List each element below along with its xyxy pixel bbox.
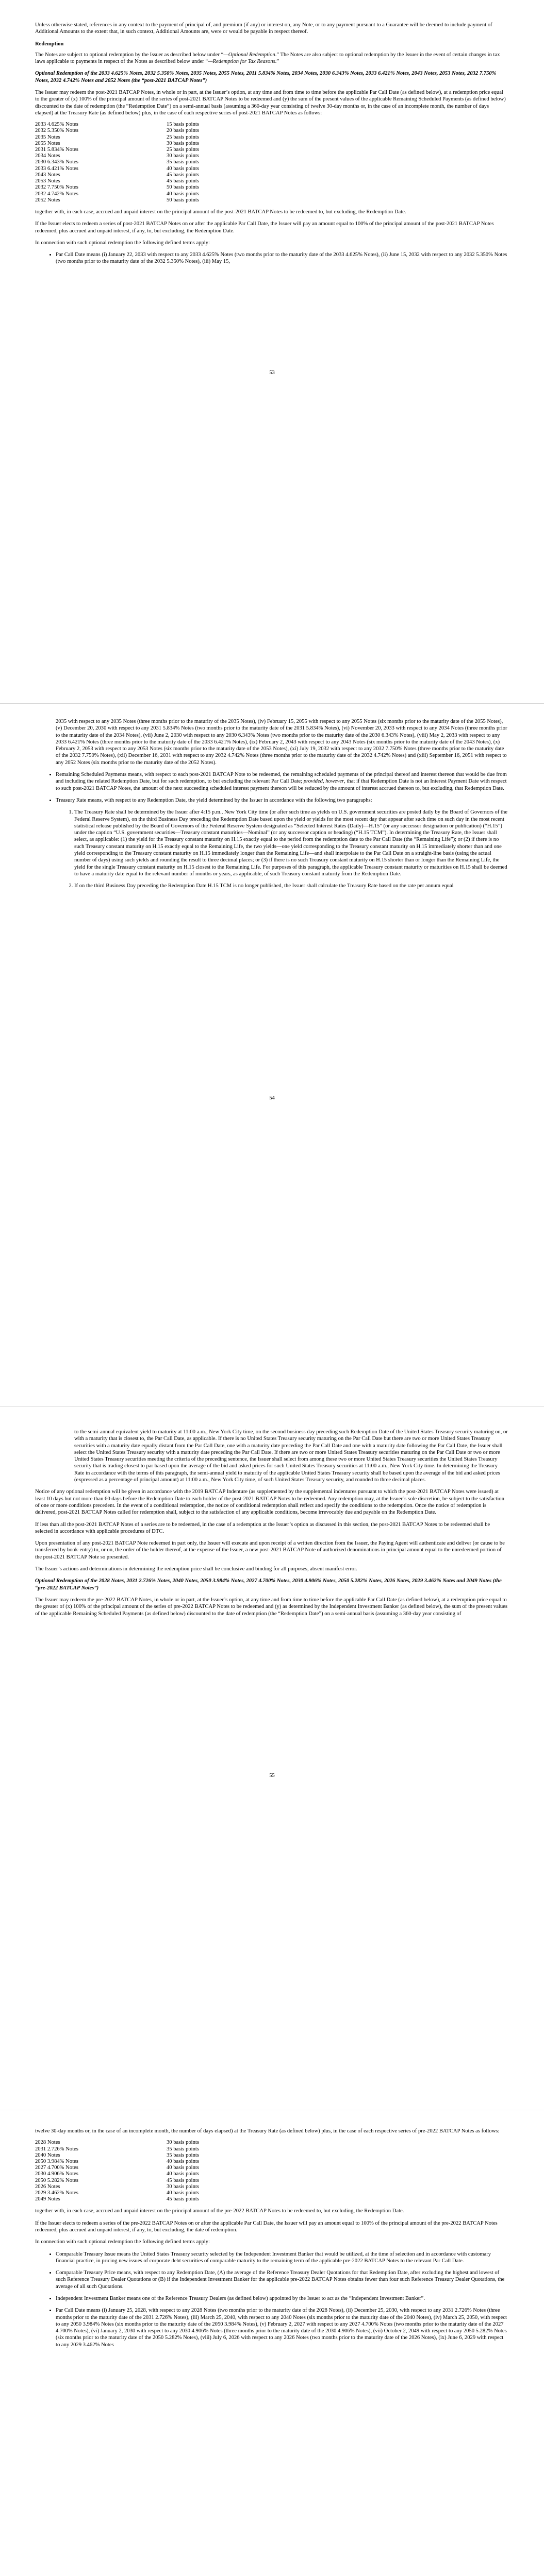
list-item-remaining-scheduled-payments xyxy=(56,771,508,792)
table-row xyxy=(35,2146,199,2153)
par-call-date-continued: 2035 with respect to any 2035 Notes (three months prior to the maturity of the 2035 Notes), (iv) February 15, 2055 with respect to any 2055 Notes (six months prior to the maturity date of the 2055 Notes), (v) December 20, 2030 with respect to any 2031 5.834% Notes (two months prior to the maturity date of the 2031 5.834% Notes), (vi) November 20, 2033 with respect to any 2034 Notes (three months prior to the maturity date of the 2034 Notes), (vii) June 2, 2030 with respect to any 2030 6.343% Notes (two months prior to the maturity date of the 2030 6.343% Notes), (viii) May 2, 2033 with respect to any 2033 6.421% Notes (three months prior to the maturity date of the 2033 6.421% Notes), (ix) February 2, 2043 with respect to any 2043 Notes (six months prior to the maturity date of the 2043 Notes), (x) February 2, 2053 with respect to any 2053 Notes (six months prior to the maturity date of the 2053 Notes), (xi) July 19, 2032 with respect to any 2032 7.750% Notes (three months prior to the maturity date of the 2032 7.750% Notes), (xii) December 16, 2031 with respect to any 2032 4.742% Notes (three months prior to the maturity date of the 2032 4.742% Notes) and (xiii) September 16, 2051 with respect to any 2052 Notes (six months prior to the maturity date of the 2052 Notes). xyxy=(56,719,507,766)
note-series-cell: 2040 Notes xyxy=(35,2152,60,2158)
table-row xyxy=(35,122,199,128)
table-row xyxy=(35,141,199,147)
text: , that if that Redemption Date is not an Interest Payment Date with respect to such post-2021 BATCAP Notes, the amount of the next succeeding scheduled interest payment thereon will be reduced by the amount of interest accrued thereon to, but excluding, that Redemption Date. xyxy=(56,778,507,791)
spread-cell: 35 basis points xyxy=(167,2152,199,2158)
spread-cell: 25 basis points xyxy=(167,134,199,140)
note-series-cell: 2053 Notes xyxy=(35,178,60,184)
spread-cell: 30 basis points xyxy=(167,140,199,146)
note-series-cell: 2031 2.726% Notes xyxy=(35,2146,78,2152)
accrued-interest-paragraph: together with, in each case, accrued and unpaid interest on the principal amount of the pre-2022 BATCAP Notes to be redeemed to, but excluding, the Redemption Date. xyxy=(35,2208,404,2214)
note-series-cell: 2031 5.834% Notes xyxy=(35,147,78,153)
list-item-par-call-date: • Par Call Date means (i) January 25, 2028, with respect to any 2028 Notes (two months prior to the maturity date of the 2028 Notes), (ii) December 25, 2030, with respect to any 2031 2.726% Notes (three months prior to the maturity date of the 2031 2.726% Notes), (iii) March 25, 2040, with respect to any 2040 Notes (six months prior to the maturity date of the 2040 Notes), (iv) March 25, 2050, with respect to any 2050 3.984% Notes (six months prior to the maturity date of the 2050 3.984% Notes), (v) February 2, 2027 with respect to any 2027 4.700% Notes (two months prior to the maturity date of the 2027 4.700% Notes), (vi) January 2, 2030 with respect to any 2030 4.906% Notes (three months prior to the maturity date of the 2030 4.906% Notes), (vii) October 2, 2049 with respect to any 2050 5.282% Notes (six months prior to the maturity date of the 2050 5.282% Notes), (viii) July 6, 2026 with respect to any 2026 Notes (two months prior to the maturity date of the 2026 Notes), (ix) June 6, 2029 with respect to any 2029 3.462% Notes xyxy=(56,2307,508,2348)
page-56-content xyxy=(35,2128,508,2353)
list-item-step-2: 2. If on the third Business Day preceding the Redemption Date H.15 TCM is no longer published, the Issuer shall calculate the Treasury Rate based on the rate per annum equal xyxy=(74,883,508,889)
note-series-cell: 2050 3.984% Notes xyxy=(35,2158,78,2164)
note-series-cell: 2028 Notes xyxy=(35,2140,60,2146)
intro-paragraph: Unless otherwise stated, references in any context to the payment of principal of, and premium (if any) or interest on, any Note, or to any payment pursuant to a Guarantee will be deemed to include payment of Additional Amounts to the extent that, in such context, Additional Amounts are, were or would be payable in respect thereof. xyxy=(35,22,492,35)
spread-cell: 45 basis points xyxy=(167,2177,199,2183)
note-series-cell: 2050 5.282% Notes xyxy=(35,2177,78,2183)
list-item-step-1: 1. The Treasury Rate shall be determined by the Issuer after 4:15 p.m., New York City time (or after such time as yields on U.S. government securities are posted daily by the Board of Governors of the Federal Reserve System), on the third Business Day preceding the Redemption Date based upon the yield or yields for the most recent day that appear after such time on such day in the most recent statistical release published by the Board of Governors of the Federal Reserve System designated as “Selected Interest Rates (Daily)—H.15” (or any successor designation or publication) (“H.15”) under the caption “U.S. government securities—Treasury constant maturities—Nominal” (or any successor caption or heading) (“H.15 TCM”). In determining the Treasury Rate, the Issuer shall select, as applicable: (1) the yield for the Treasury constant maturity on H.15 exactly equal to the period from the redemption date to the Par Call Date (the “Remaining Life”); or (2) if there is no such Treasury constant maturity on H.15 exactly equal to the Remaining Life, the two yields—one yield corresponding to the Treasury constant maturity on H.15 immediately shorter than and one yield corresponding to the Treasury constant maturity on H.15 immediately longer than the Remaining Life—and shall interpolate to the Par Call Date on a straight-line basis (using the actual number of days) using such yields and rounding the result to three decimal places; or (3) if there is no such Treasury constant maturity on H.15 shorter than or longer than the Remaining Life, the yield for the single Treasury constant maturity on H.15 closest to the Remaining Life. For purposes of this paragraph, the applicable Treasury constant maturity or maturities on H.15 shall be deemed to have a maturity date equal to the relevant number of months or years, as applicable, of such Treasury constant maturity from the Redemption Date. xyxy=(74,809,508,877)
page-55-content xyxy=(35,1429,508,1622)
section-heading-redemption: Redemption xyxy=(35,41,64,47)
page-number: 55 xyxy=(269,1773,275,1778)
table-row xyxy=(35,2165,199,2171)
page-53-content xyxy=(35,22,508,270)
table-row xyxy=(35,2196,199,2202)
text: The Notes are subject to optional redemption by the Issuer as described below under “ xyxy=(35,52,224,58)
defined-terms-intro: In connection with such optional redemption the following defined terms apply: xyxy=(35,240,210,246)
note-series-cell: 2034 Notes xyxy=(35,153,60,159)
spread-cell: 40 basis points xyxy=(167,2190,199,2196)
treasury-rate-steps xyxy=(35,809,508,889)
page-56 xyxy=(0,2110,544,2576)
par-call-redemption-paragraph: If the Issuer elects to redeem a series of the pre-2022 BATCAP Notes on or after the applicable Par Call Date, the Issuer will pay an amount equal to 100% of the principal amount of the pre-2022 BATCAP Notes redeemed, plus accrued and unpaid interest, if any, to, but excluding, the date of redemption. xyxy=(35,2220,498,2233)
redemption-intro-paragraph xyxy=(35,52,508,65)
spread-cell: 45 basis points xyxy=(167,178,199,184)
table-row xyxy=(35,147,199,153)
text: Remaining Scheduled Payments means, with respect to each post-2021 BATCAP Note to be redeemed, the remaining scheduled payments of the principal thereof and interest thereon that would be due from and including the related Redemption Date, but for such redemption, to but excluding the relevant Par Call Date; xyxy=(56,772,507,785)
page-54-content xyxy=(35,718,508,895)
list-item-treasury-rate: • Treasury Rate means, with respect to any Redemption Date, the yield determined by the Issuer in accordance with the following two paragraphs: xyxy=(56,797,508,804)
note-series-cell: 2055 Notes xyxy=(35,140,60,146)
accrued-interest-paragraph: together with, in each case, accrued and unpaid interest on the principal amount of the post-2021 BATCAP Notes to be redeemed to, but excluding, the Redemption Date. xyxy=(35,209,406,215)
spread-cell: 40 basis points xyxy=(167,2158,199,2164)
notice-paragraph: Notice of any optional redemption will be given in accordance with the 2019 BATCAP Indenture (as supplemented by the supplemental indentures pursuant to which the post-2021 BATCAP Notes were issued) at least 10 days but not more than 60 days before the Redemption Date to each holder of the post-2021 BATCAP Notes to be redeemed. Any redemption may, at the Issuer’s sole discretion, be subject to the satisfaction of one or more conditions precedent. In the event of a conditional redemption, the notice of conditional redemption shall reflect and specify the conditions to the redemption. Once the notice of redemption is delivered, post-2021 BATCAP Notes called for redemption shall, subject to the satisfaction of any applicable conditions, become irrevocably due and payable on the Redemption Date. xyxy=(35,1489,504,1516)
cross-reference-optional-redemption: —Optional Redemption xyxy=(223,52,275,58)
defined-terms-list xyxy=(35,2251,508,2349)
spread-cell: 50 basis points xyxy=(167,197,199,203)
par-call-redemption-paragraph: If the Issuer elects to redeem a series of post-2021 BATCAP Notes on or after the applicable Par Call Date, the Issuer will pay an amount equal to 100% of the principal amount of the post-2021 BATCAP Notes redeemed, plus accrued and unpaid interest, if any, to, but excluding, the Redemption Date. xyxy=(35,221,494,234)
table-row xyxy=(35,178,199,184)
text: provided, however xyxy=(303,778,344,785)
spread-cell: 25 basis points xyxy=(167,147,199,153)
note-series-cell: 2030 6.343% Notes xyxy=(35,159,78,165)
determinations-paragraph: The Issuer’s actions and determinations in determining the redemption price shall be conclusive and binding for all purposes, absent manifest error. xyxy=(35,1566,357,1572)
spread-cell: 40 basis points xyxy=(167,165,199,172)
note-series-cell: 2032 4.742% Notes xyxy=(35,191,78,197)
table-row xyxy=(35,2178,199,2184)
table-row xyxy=(35,2171,199,2177)
defined-terms-list xyxy=(35,251,508,265)
table-row xyxy=(35,2190,199,2196)
table-row xyxy=(35,2159,199,2165)
text: .” xyxy=(275,59,279,65)
note-series-cell: 2032 7.750% Notes xyxy=(35,184,78,191)
table-row xyxy=(35,172,199,178)
table-row xyxy=(35,159,199,165)
spread-cell: 35 basis points xyxy=(167,2146,199,2152)
subheading-pre-2022: Optional Redemption of the 2028 Notes, 2031 2.726% Notes, 2040 Notes, 2050 3.984% Notes, 2027 4.700% Notes, 2030 4.906% Notes, 2050 5.282% Notes, 2026 Notes, 2029 3.462% Notes and 2049 Notes (the “pre-2022 BATCAP Notes”) xyxy=(35,1578,502,1591)
note-series-cell: 2026 Notes xyxy=(35,2183,60,2190)
table-row xyxy=(35,134,199,141)
table-row xyxy=(35,2140,199,2146)
table-row xyxy=(35,153,199,159)
page-55 xyxy=(0,1407,544,2110)
list-item-independent-investment-banker: • Independent Investment Banker means one of the Reference Treasury Dealers (as defined below) appointed by the Issuer to act as the “Independent Investment Banker”. xyxy=(56,2295,508,2302)
redemption-price-paragraph: The Issuer may redeem the post-2021 BATCAP Notes, in whole or in part, at the Issuer’s option, at any time and from time to time before the applicable Par Call Date (as defined below), at a redemption price equal to the greater of (x) 100% of the principal amount of the series of post-2021 BATCAP Notes to be redeemed and (y) the sum of the present values of the applicable Remaining Scheduled Payments (as defined below) discounted to the date of redemption (the “Redemption Date”) on a semi-annual basis (assuming a 360-day year consisting of twelve 30-day months or, in the case of an incomplete month, the number of days elapsed) at the Treasury Rate (as defined below) plus, in the case of each respective series of post-2021 BATCAP Notes as follows: xyxy=(35,90,506,116)
subheading-post-2021: Optional Redemption of the 2033 4.625% Notes, 2032 5.350% Notes, 2035 Notes, 2055 Notes, 2011 5.834% Notes, 2034 Notes, 2030 6.343% Notes, 2033 6.421% Notes, 2043 Notes, 2053 Notes, 2032 7.750% Notes, 2032 4.742% Notes and 2052 Notes (the “post-2021 BATCAP Notes”) xyxy=(35,71,497,83)
page-number: 54 xyxy=(269,1095,275,1101)
list-item-comparable-treasury-price: • Comparable Treasury Price means, with respect to any Redemption Date, (A) the average of the Reference Treasury Dealer Quotations for that Redemption Date, after excluding the highest and lowest of such Reference Treasury Dealer Quotations or (B) if the Independent Investment Banker for the applicable pre-2022 BATCAP Notes obtains fewer than four such Reference Treasury Dealer Quotations, the average of all such Quotations. xyxy=(56,2269,508,2290)
table-row xyxy=(35,197,199,204)
spread-cell: 40 basis points xyxy=(167,2171,199,2177)
treasury-rate-continued: to the semi-annual equivalent yield to maturity at 11:00 a.m., New York City time, on the second business day preceding such Redemption Date of the United States Treasury security maturing on, or with a maturity that is closest to, the Par Call Date, as applicable. If there is no United States Treasury security maturing on the Par Call Date but there are two or more United States Treasury securities with a maturity date equally distant from the Par Call Date, one with a maturity date preceding the Par Call Date and one with a maturity date following the Par Call Date, the Issuer shall select the United States Treasury security with a maturity date preceding the Par Call Date. If there are two or more United States Treasury securities maturing on the Par Call Date or two or more United States Treasury securities meeting the criteria of the preceding sentence, the Issuer shall select from among these two or more United States Treasury securities the United States Treasury security that is trading closest to par based upon the average of the bid and asked prices for such United States Treasury securities at 11:00 a.m., New York City time. In determining the Treasury Rate in accordance with the terms of this paragraph, the semi-annual yield to maturity of the applicable United States Treasury security shall be based upon the average of the bid and asked prices (expressed as a percentage of principal amount) at 11:00 a.m., New York City time, of such United States Treasury security, and rounded to three decimal places. xyxy=(74,1429,508,1483)
list-item-par-call-date: • Par Call Date means (i) January 22, 2033 with respect to any 2033 4.625% Notes (two months prior to the maturity date of the 2033 4.625% Notes), (ii) June 15, 2032 with respect to any 2032 5.350% Notes (two months prior to the maturity date of the 2032 5.350% Notes), (iii) May 15, xyxy=(56,251,508,265)
spread-cell: 40 basis points xyxy=(167,2165,199,2171)
note-series-cell: 2049 Notes xyxy=(35,2196,60,2202)
page-53 xyxy=(0,0,544,703)
table-row xyxy=(35,2153,199,2159)
spread-cell: 30 basis points xyxy=(167,2183,199,2190)
spread-table-post-2021 xyxy=(35,122,199,204)
spread-cell: 45 basis points xyxy=(167,172,199,178)
spread-cell: 45 basis points xyxy=(167,2196,199,2202)
presentation-paragraph: Upon presentation of any post-2021 BATCAP Note redeemed in part only, the Issuer will execute and upon receipt of a written direction from the Issuer, the Paying Agent will authenticate and deliver (or cause to be transferred by book-entry) to, or on, the order of the holder thereof, at the expense of the Issuer, a new post-2021 BATCAP Note of authorized denominations in principal amount equal to the unredeemed portion of the post-2021 BATCAP Note so presented. xyxy=(35,1540,505,1560)
defined-terms-list xyxy=(35,771,508,804)
pre-2022-redemption-price-paragraph: The Issuer may redeem the pre-2022 BATCAP Notes, in whole or in part, at the Issuer’s option, at any time and from time to time before the applicable Par Call Date (as defined below), at a redemption price equal to the greater of (x) 100% of the principal amount of the series of pre-2022 BATCAP Notes to be redeemed and (y) as determined by the Independent Investment Banker (as defined below), the sum of the present values of the applicable Remaining Scheduled Payments (as defined below) discounted to the date of redemption (the “Redemption Date”) on a semi-annual basis (assuming a 360-day year consisting of xyxy=(35,1597,507,1617)
spread-cell: 40 basis points xyxy=(167,191,199,197)
note-series-cell: 2030 4.906% Notes xyxy=(35,2171,78,2177)
spread-table-pre-2022 xyxy=(35,2140,199,2202)
spread-cell: 20 basis points xyxy=(167,128,199,134)
page-number: 53 xyxy=(269,370,275,376)
text: .” The Notes are also subject to optional redemption by the Issuer in the event of certain changes in tax laws applicable to payments in respect of the Notes as described below under “ xyxy=(35,52,500,65)
note-series-cell: 2033 6.421% Notes xyxy=(35,165,78,172)
note-series-cell: 2027 4.700% Notes xyxy=(35,2165,78,2171)
spread-cell: 15 basis points xyxy=(167,122,199,128)
spread-cell: 35 basis points xyxy=(167,159,199,165)
pre-2022-continued: twelve 30-day months or, in the case of an incomplete month, the number of days elapsed) at the Treasury Rate (as defined below) plus, in the case of each respective series of pre-2022 BATCAP Notes as follows: xyxy=(35,2128,500,2134)
note-series-cell: 2043 Notes xyxy=(35,172,60,178)
note-series-cell: 2035 Notes xyxy=(35,134,60,140)
list-item-comparable-treasury-issue: • Comparable Treasury Issue means the United States Treasury security selected by the Independent Investment Banker that would be utilized, at the time of selection and in accordance with customary financial practice, in pricing new issues of corporate debt securities of comparable maturity to the remaining term of the applicable pre-2022 BATCAP Notes to the relevant Par Call Date. xyxy=(56,2251,508,2265)
table-row xyxy=(35,191,199,197)
spread-cell: 50 basis points xyxy=(167,184,199,191)
page-54 xyxy=(0,704,544,1407)
partial-redemption-paragraph: If less than all the post-2021 BATCAP Notes of a series are to be redeemed, in the case of a redemption at the Issuer’s option as discussed in this section, the post-2021 BATCAP Notes to be redeemed shall be selected in accordance with applicable procedures of DTC. xyxy=(35,1521,490,1534)
note-series-cell: 2029 3.462% Notes xyxy=(35,2190,78,2196)
table-row xyxy=(35,166,199,172)
spread-cell: 30 basis points xyxy=(167,2140,199,2146)
note-series-cell: 2032 5.350% Notes xyxy=(35,128,78,134)
note-series-cell: 2033 4.625% Notes xyxy=(35,122,78,128)
note-series-cell: 2052 Notes xyxy=(35,197,60,203)
table-row xyxy=(35,2184,199,2190)
spread-cell: 30 basis points xyxy=(167,153,199,159)
table-row xyxy=(35,184,199,191)
defined-terms-intro: In connection with such optional redemption the following defined terms apply: xyxy=(35,2239,210,2245)
table-row xyxy=(35,128,199,134)
cross-reference-tax-redemption: —Redemption for Tax Reasons xyxy=(208,59,275,65)
